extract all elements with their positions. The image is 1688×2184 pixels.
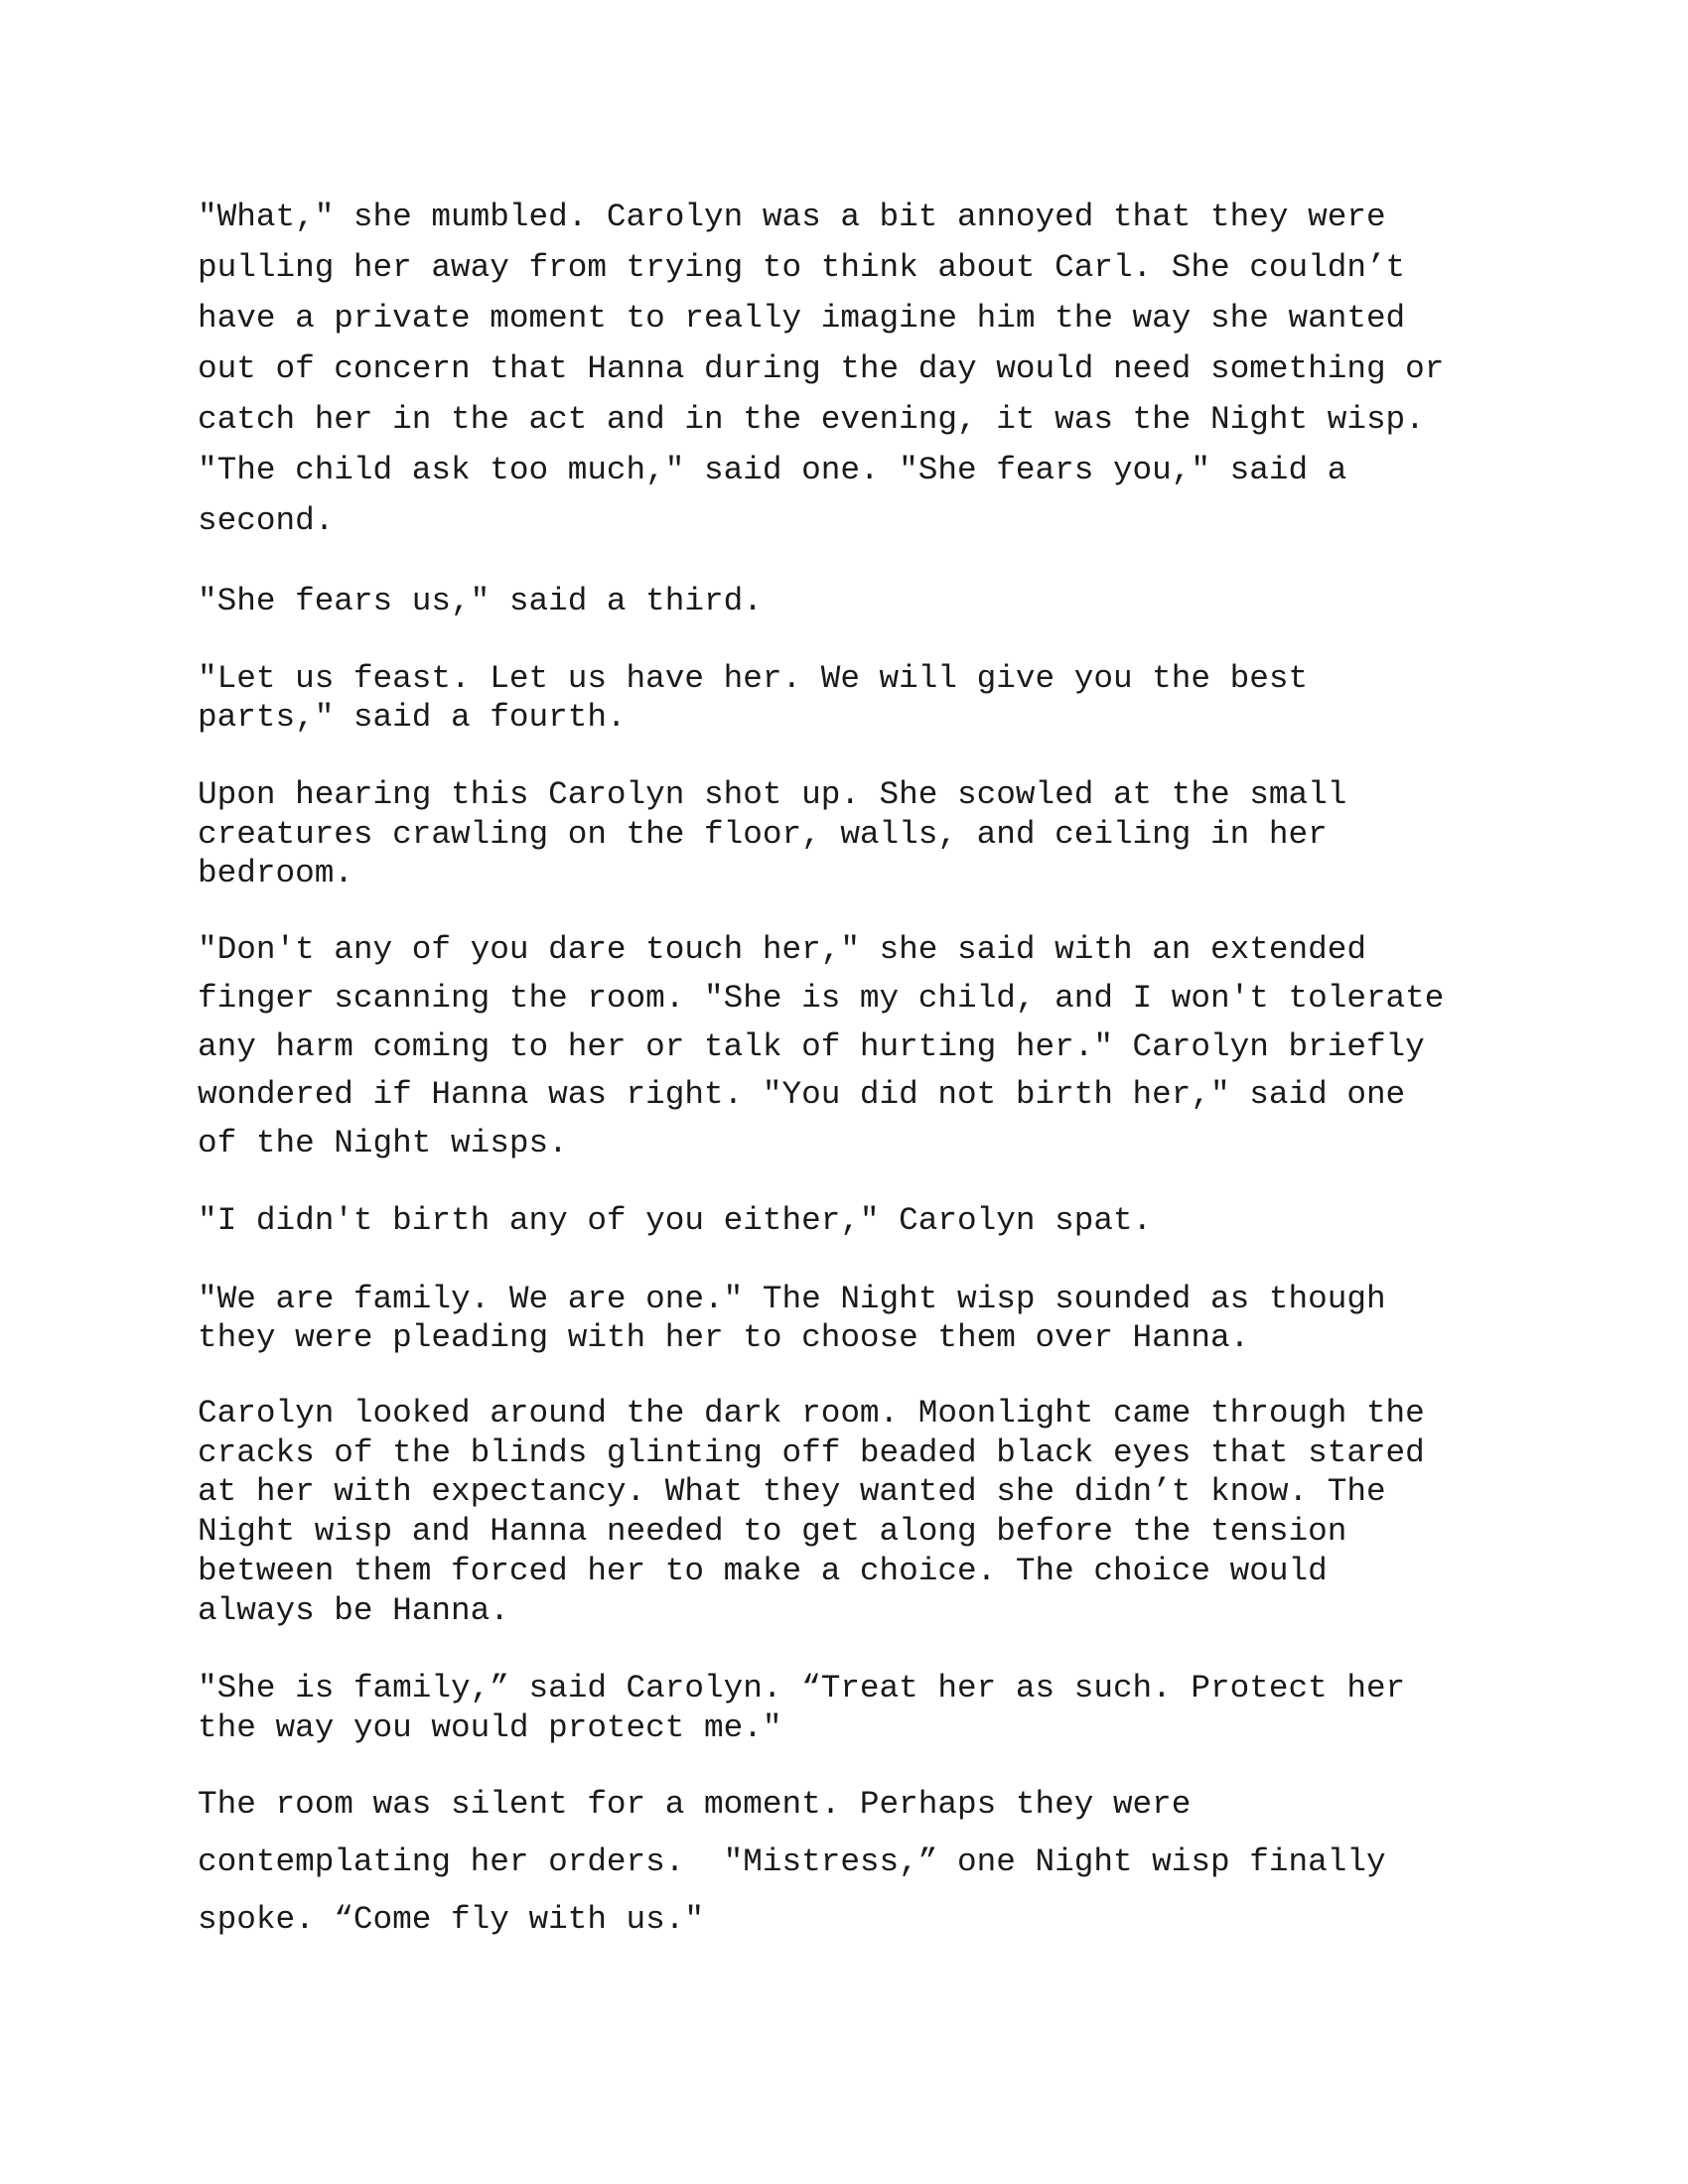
text-line: any harm coming to her or talk of hurting her." Carolyn briefly (198, 1028, 1425, 1065)
text-line: Upon hearing this Carolyn shot up. She scowled at the small (198, 776, 1347, 813)
text-line: pulling her away from trying to think about Carl. She couldn’t (198, 249, 1406, 286)
text-line: "Don't any of you dare touch her," she said with an extended (198, 931, 1366, 968)
text-line: spoke. “Come fly with us." (198, 1901, 705, 1938)
text-line: out of concern that Hanna during the day would need something or (198, 350, 1445, 387)
text-line: they were pleading with her to choose them over Hanna. (198, 1319, 1250, 1356)
text-line: "We are family. We are one." The Night wisp sounded as though (198, 1281, 1386, 1317)
text-line: wondered if Hanna was right. "You did not birth her," said one (198, 1076, 1406, 1113)
text-line: second. (198, 502, 335, 539)
text-line: Night wisp and Hanna needed to get along before the tension (198, 1513, 1347, 1550)
text-line: Carolyn looked around the dark room. Moonlight came through the (198, 1395, 1425, 1432)
text-line: "She is family,” said Carolyn. “Treat her as such. Protect her (198, 1670, 1406, 1706)
text-line: cracks of the blinds glinting off beaded black eyes that stared (198, 1434, 1425, 1471)
text-line: always be Hanna. (198, 1592, 509, 1629)
text-line: contemplating her orders. "Mistress,” one Night wisp finally (198, 1843, 1386, 1880)
text-line: between them forced her to make a choice. The choice would (198, 1553, 1328, 1589)
text-line: bedroom. (198, 855, 353, 891)
text-line: parts," said a fourth. (198, 699, 627, 736)
text-line: "What," she mumbled. Carolyn was a bit annoyed that they were (198, 199, 1386, 235)
text-line: "She fears us," said a third. (198, 583, 763, 619)
text-line: at her with expectancy. What they wanted she didn’t know. The (198, 1473, 1386, 1510)
text-line: The room was silent for a moment. Perhaps they were (198, 1786, 1192, 1823)
text-line: the way you would protect me." (198, 1709, 782, 1746)
text-line: catch her in the act and in the evening, it was the Night wisp. (198, 401, 1425, 438)
text-line: of the Night wisps. (198, 1125, 568, 1161)
text-line: have a private moment to really imagine him the way she wanted (198, 300, 1406, 337)
text-line: "Let us feast. Let us have her. We will give you the best (198, 660, 1309, 697)
text-line: finger scanning the room. "She is my child, and I won't tolerate (198, 980, 1445, 1017)
text-line: "I didn't birth any of you either," Carolyn spat. (198, 1202, 1153, 1239)
text-line: "The child ask too much," said one. "She fears you," said a (198, 452, 1347, 488)
text-line: creatures crawling on the floor, walls, and ceiling in her (198, 816, 1328, 853)
